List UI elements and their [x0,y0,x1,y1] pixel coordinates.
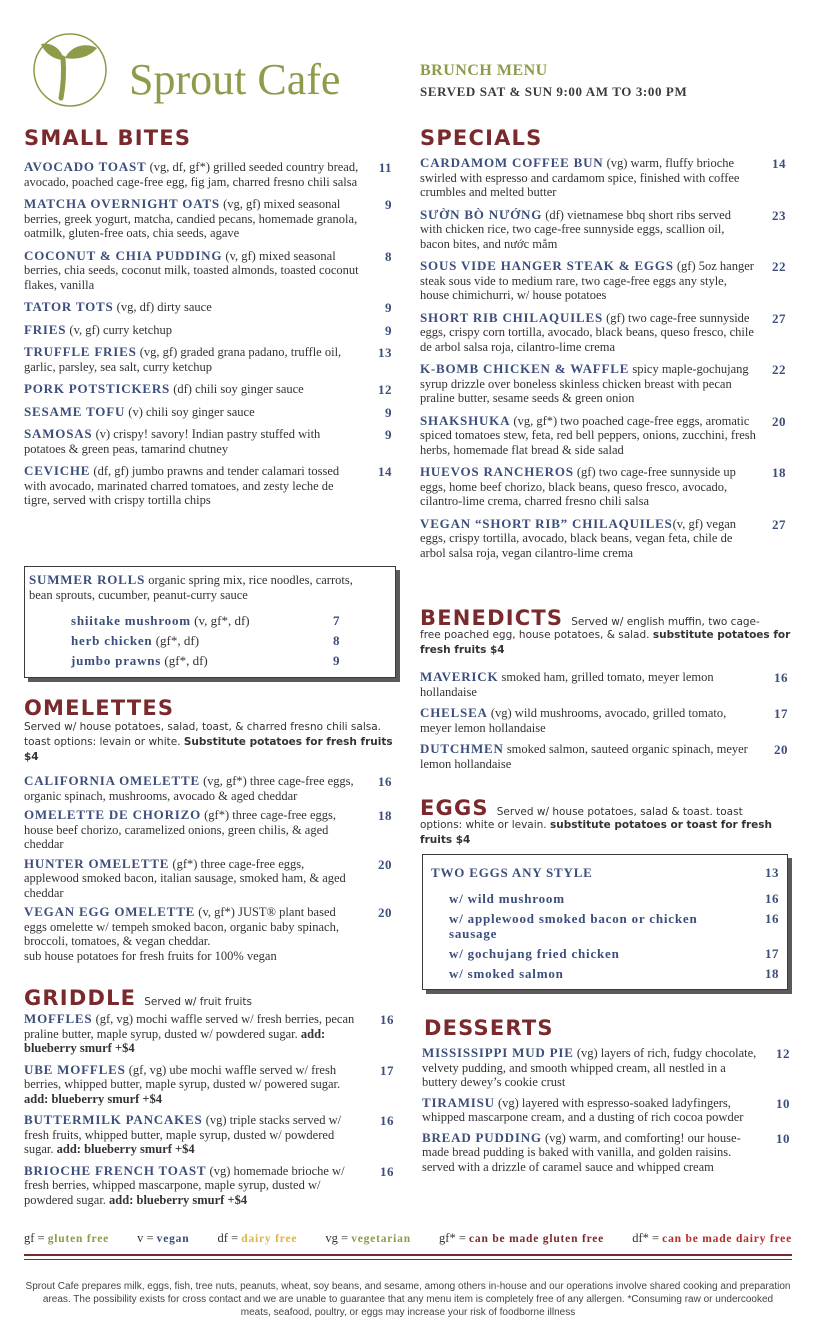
legend-entry [439,1231,604,1246]
small-bites-heading: SMALL BITES [24,126,192,150]
desserts-heading: DESSERTS [424,1016,554,1040]
menu-item-price: 12 [378,382,392,397]
legend-divider-thin [24,1259,792,1260]
menu-item-addon: add: blueberry smurf +$4 [24,1026,326,1055]
menu-item-addon: add: blueberry smurf +$4 [109,1192,248,1207]
menu-item-text [420,414,756,458]
menu-item-price: 22 [772,259,786,274]
legend-entry [325,1231,411,1246]
menu-item-name: MOFFLES [24,1011,93,1026]
eggs-title: EGGS [420,796,489,820]
benedicts-list [420,670,792,778]
legend-label: dairy free [241,1233,298,1245]
griddle-title: GRIDDLE [24,986,137,1010]
menu-item-text [24,323,360,338]
menu-item-name: SHORT RIB CHILAQUILES [420,309,603,325]
menu-item-name: SAMOSAS [24,426,93,441]
menu-item-desc: (gf) two cage-free sunnyside up eggs, home beef chorizo, black beans, queso fresco, avocado, cilantro-lime crema, charred fresno chili salsa [420,465,736,508]
menu-item [24,160,396,189]
menu-item-name: UBE MOFFLES [24,1061,126,1077]
menu-item-desc: (vg) warm, and comforting! our house-made bread pudding is baked with vanilla, and golden raisins. served with a drizzle of caramel sauce and whipped cream [422,1130,741,1174]
menu-item-price: 11 [378,160,392,175]
summer-rolls-name: SUMMER ROLLS [29,572,146,587]
two-eggs-row [431,865,779,881]
eggs-option-name: w/ wild mushroom [449,891,565,906]
legend-key: v = [137,1231,157,1245]
griddle-note: Served w/ fruit fruits [144,996,253,1008]
menu-item-text [24,905,358,963]
menu-item [24,808,396,852]
summer-roll-option-tags: (v, gf*, df) [190,613,250,628]
eggs-option-name: w/ smoked salmon [449,966,564,981]
disclaimer-line-2: areas. The possibility exists for cross contact and we are unable to guarantee that any menu item is completely free of any allergen. *Consuming raw or undercooked [42,1294,774,1305]
menu-item-price: 16 [380,1113,394,1128]
menu-item-name: BREAD PUDDING [422,1129,542,1145]
menu-item-name: CEVICHE [24,463,91,478]
menu-item-text [24,160,360,189]
legend-entry [218,1231,298,1246]
menu-item-desc: (v) chili soy ginger sauce [125,404,255,419]
menu-item [420,208,792,252]
menu-item-text [420,465,756,509]
menu-item-text [24,197,360,241]
eggs-note-bold: substitute potatoes or toast for fresh fruits $4 [420,819,772,846]
menu-item-addon: add: blueberry smurf +$4 [24,1091,163,1106]
desserts-list [422,1046,792,1180]
menu-item-text [420,742,760,771]
eggs-option-name: w/ gochujang fried chicken [449,946,620,961]
griddle-heading [24,986,252,1010]
menu-item-name: MAVERICK [420,669,499,684]
eggs-option [449,891,779,906]
two-eggs-price: 13 [765,865,779,880]
summer-rolls-box [24,566,396,678]
menu-item [420,517,792,561]
menu-item-text [24,1012,364,1056]
benedicts-title: BENEDICTS [420,606,564,630]
menu-item-desc: (vg, gf) mixed seasonal berries, greek yogurt, matcha, candied pecans, homemade granola, oatmilk, gluten-free oats, chia seeds, agave [24,197,358,240]
menu-item-text [24,1164,364,1208]
menu-item-price: 18 [378,808,392,823]
legend-divider [24,1254,792,1256]
menu-item [422,1096,792,1125]
menu-item [420,465,792,509]
menu-item-text [24,405,360,420]
eggs-option [449,911,779,941]
omelettes-list [24,774,396,968]
menu-item-name: OMELETTE DE CHORIZO [24,807,202,822]
menu-item-name: SESAME TOFU [24,403,126,419]
eggs-box [422,854,788,990]
menu-item-name: SOUS VIDE HANGER STEAK & EGGS [420,258,674,273]
menu-item [420,414,792,458]
menu-item-desc: (v, gf) curry ketchup [66,322,173,337]
menu-item-desc: smoked ham, grilled tomato, meyer lemon hollandaise [420,670,714,699]
eggs-option-price: 16 [765,911,779,926]
menu-item-text [24,1063,364,1107]
menu-item-desc: (gf, vg) ube mochi waffle served w/ fresh berries, whipped butter, maple syrup, dusted w/ powered sugar. [24,1062,341,1091]
menu-item-name: HUEVOS RANCHEROS [420,464,574,479]
menu-item-desc: (gf) two cage-free sunnyside eggs, crispy corn tortilla, avocado, black beans, queso fresco, chile de arbol salsa roja, cilantro-lime crema [420,310,754,354]
menu-item-desc: (vg) triple stacks served w/ fresh fruits, whipped butter, maple syrup, dusted w/ powdered sugar. [24,1113,342,1156]
menu-title: BRUNCH MENU [420,62,548,79]
menu-item [422,1046,792,1090]
menu-item-name: CARDAMOM COFFEE BUN [420,155,604,170]
menu-item-text [420,156,756,200]
summer-roll-option [71,633,351,653]
menu-item-name: PORK POTSTICKERS [24,381,171,396]
disclaimer-line-1: Sprout Cafe prepares milk, eggs, fish, tree nuts, peanuts, wheat, soy beans, and sesame, among others in-house and our operations involve shared cooking and preparation [25,1281,791,1292]
menu-item-text [420,517,756,561]
menu-item-text [24,300,360,315]
summer-roll-option-price: 8 [333,633,340,648]
menu-item-price: 23 [772,207,786,223]
menu-item-price: 20 [378,905,392,920]
summer-roll-option-name: herb chicken [71,633,153,648]
menu-item-name: BRIOCHE FRENCH TOAST [24,1162,207,1178]
eggs-options [449,891,779,986]
specials-heading: SPECIALS [420,126,543,150]
menu-item [420,362,792,406]
menu-item-name: K-BOMB CHICKEN & WAFFLE [420,361,630,376]
legend-key: df* = [632,1231,663,1245]
menu-item-price: 17 [774,706,788,721]
menu-item-price: 10 [776,1130,790,1146]
omelettes-note-bold: Substitute potatoes for fresh fruits $4 [24,736,393,763]
menu-item-desc: (gf*) three cage-free eggs, house beef chorizo, caramelized onions, green chilis, & aged cheddar [24,808,337,851]
menu-item-price: 20 [772,413,786,429]
menu-item [24,427,396,456]
allergen-disclaimer [16,1280,800,1319]
benedicts-note: Served w/ english muffin, two cage- [571,616,760,628]
sprout-icon [31,32,109,108]
disclaimer-line-3: meats, seafood, poultry, or eggs may increase your risk of foodborne illness [240,1307,576,1318]
menu-item-price: 16 [378,774,392,789]
menu-item-price: 27 [772,516,786,532]
menu-item [24,1012,396,1056]
menu-item-desc: (vg) homemade brioche w/ fresh berries, whipped mascarpone, maple syrup, dusted w/ powdered sugar. [24,1163,345,1207]
griddle-list [24,1012,396,1214]
menu-item [420,259,792,303]
menu-item-text [24,427,360,456]
menu-item-price: 9 [385,197,392,212]
menu-item-text [420,259,756,303]
eggs-note2: options: white or levain. [420,819,550,831]
menu-item-text [420,362,756,406]
menu-item-name: CALIFORNIA OMELETTE [24,773,200,788]
menu-item [24,323,396,338]
eggs-option [449,946,779,961]
summer-rolls-item [29,573,359,602]
summer-roll-option-name: shiitake mushroom [71,613,191,628]
menu-item [24,382,396,397]
menu-item-text [420,670,760,699]
menu-item-name: COCONUT & CHIA PUDDING [24,247,223,263]
menu-item-text [422,1131,762,1175]
menu-item-price: 20 [774,742,788,757]
specials-list [420,156,792,568]
menu-item-desc: (gf, vg) mochi waffle served w/ fresh berries, pecan praline butter, maple syrup, dusted w/ powdered sugar. [24,1012,355,1041]
summer-roll-option-price: 7 [333,613,340,628]
menu-item-name: VEGAN “SHORT RIB” CHILAQUILES [420,515,673,531]
logo [31,32,361,112]
menu-item [24,857,396,901]
menu-item-price: 10 [776,1095,790,1111]
benedicts-note-bold: substitute potatoes for fresh fruits $4 [420,629,791,656]
menu-item-desc: (vg, df, gf*) grilled seeded country bread, avocado, poached cage-free egg, fig jam, charred fresno chili salsa [24,160,359,189]
menu-hours: SERVED SAT & SUN 9:00 AM TO 3:00 PM [420,84,688,99]
menu-item-desc: (vg, gf) graded grana padano, truffle oil, garlic, parsley, sea salt, curry ketchup [24,345,342,374]
menu-item-desc-extra: sub house potatoes for fresh fruits for 100% vegan [24,948,277,963]
eggs-option-price: 16 [765,891,779,906]
menu-item-desc: (vg) layered with espresso-soaked ladyfingers, whipped mascarpone cream, and a dusting of rich cocoa powder [422,1095,744,1124]
menu-item-name: CHELSEA [420,705,488,720]
menu-item-desc: (v, gf) vegan eggs, crispy tortilla, avocado, black beans, vegan feta, chile de arbol salsa roja, vegan cilantro-lime crema [420,516,736,560]
menu-item-text [420,311,756,355]
menu-item-text [24,1113,364,1157]
menu-item-name: VEGAN EGG OMELETTE [24,904,196,919]
menu-item-price: 12 [776,1046,790,1061]
menu-item [420,742,792,771]
summer-rolls-options [71,613,351,673]
summer-rolls-desc: organic spring mix, rice noodles, carrots, bean sprouts, cucumber, peanut-curry sauce [29,573,353,602]
summer-roll-option [71,613,351,633]
menu-item-text [420,706,760,735]
menu-item [24,405,396,420]
menu-item-desc: (df, gf) jumbo prawns and tender calamari tossed with avocado, marinated charred tomatoes, and zesty leche de tigre, served with crispy tortilla chips [24,464,340,507]
menu-item-desc: (v, gf*) JUST® plant based eggs omelette w/ tempeh smoked bacon, organic baby spinach, broccoli, tomatoes, & vegan cheddar. [24,905,339,948]
menu-item-desc: (df) chili soy ginger sauce [170,382,304,396]
menu-item-price: 16 [774,670,788,685]
menu-item-name: MATCHA OVERNIGHT OATS [24,196,220,211]
menu-item-name: MISSISSIPPI MUD PIE [422,1045,574,1060]
menu-item [420,311,792,355]
summer-roll-option-tags: (gf*, df) [161,653,208,668]
menu-item [24,1164,396,1208]
summer-roll-option-name: jumbo prawns [71,653,162,668]
menu-item-name: HUNTER OMELETTE [24,855,170,871]
menu-item-name: TIRAMISU [422,1094,495,1110]
menu-item-price: 16 [380,1163,394,1179]
eggs-note-block [420,818,796,848]
menu-item-text [24,808,358,852]
menu-item-name: BUTTERMILK PANCAKES [24,1112,203,1127]
menu-item [422,1131,792,1175]
menu-item-price: 16 [380,1012,394,1027]
menu-item-price: 9 [385,300,392,315]
menu-item-price: 27 [772,310,786,326]
menu-item-price: 9 [385,427,392,442]
diet-legend [24,1231,792,1246]
omelettes-note-text: Served w/ house potatoes, salad, toast, & charred fresno chili salsa. toast options: levain or white. [24,721,381,748]
menu-item-desc: (df) vietnamese bbq short ribs served with chicken rice, two cage-free sunnyside eggs, scallion oil, bacon bites, and nước mắm [420,207,731,251]
menu-item-desc: (v) crispy! savory! Indian pastry stuffed with potatoes & green peas, tamarind chutney [24,427,321,456]
menu-item [24,905,396,963]
menu-item-text [24,249,360,293]
menu-item-desc: (vg) layers of rich, fudgy chocolate, velvety pudding, and smooth whipped cream, all nestled in a buttery dewey’s cookie crust [422,1046,757,1089]
menu-item-text [24,464,360,508]
menu-item-addon: add: blueberry smurf +$4 [56,1142,195,1156]
menu-item-text [24,857,358,901]
menu-item-name: SƯỜN BÒ NƯỚNG [420,206,543,222]
menu-item [24,1063,396,1107]
legend-label: can be made dairy free [662,1233,792,1245]
menu-item-name: SHAKSHUKA [420,412,511,428]
legend-entry [24,1231,109,1246]
menu-item-desc: (vg, gf*) three cage-free eggs, organic spinach, mushrooms, avocado & aged cheddar [24,774,354,803]
menu-item-price: 8 [385,248,392,264]
eggs-option-price: 17 [765,946,779,961]
menu-item [24,774,396,803]
brand-name: Sprout Cafe [129,55,341,104]
menu-item [24,464,396,508]
menu-item [24,197,396,241]
benedicts-note-block [420,628,796,658]
benedicts-heading [420,606,760,630]
menu-item-name: TATOR TOTS [24,299,114,314]
legend-key: gf* = [439,1231,469,1245]
menu-item-desc: (vg, gf*) two poached cage-free eggs, aromatic spiced tomatoes stew, feta, red bell peppers, onions, zucchini, fresh herbs, homemade flat bread & side salad [420,413,756,457]
omelettes-note [24,720,396,765]
menu-item-desc: (vg) wild mushrooms, avocado, grilled tomato, meyer lemon hollandaise [420,706,727,735]
menu-item-price: 20 [378,856,392,872]
legend-entry [632,1231,792,1246]
legend-label: gluten free [47,1233,109,1245]
benedicts-note2: free poached egg, house potatoes, & salad. [420,629,653,641]
legend-label: vegan [156,1233,190,1245]
menu-item-desc: (vg) warm, fluffy brioche swirled with espresso and cardamom spice, finished with coffee crumbles and melted butter [420,156,740,199]
menu-item-name: DUTCHMEN [420,741,504,756]
menu-item [24,300,396,315]
legend-key: df = [217,1231,242,1245]
summer-roll-option [71,653,351,673]
menu-item-price: 9 [385,404,392,420]
menu-item-price: 17 [380,1062,394,1078]
menu-item [24,249,396,293]
small-bites-list [24,160,396,516]
legend-key: vg = [325,1231,352,1245]
menu-item-desc: smoked salmon, sauteed organic spinach, meyer lemon hollandaise [420,742,748,771]
menu-item-price: 22 [772,362,786,377]
menu-item-desc: (vg, df) dirty sauce [113,300,212,314]
eggs-option-price: 18 [765,966,779,981]
menu-item-name: AVOCADO TOAST [24,159,147,174]
menu-item-price: 13 [378,345,392,360]
menu-item-text [24,345,360,374]
legend-key: gf = [24,1231,48,1245]
menu-item-desc: (v, gf) mixed seasonal berries, chia seeds, coconut milk, toasted almonds, toasted coconut flakes, vanilla [24,248,359,292]
menu-item-text [422,1046,762,1090]
menu-item-text [24,774,358,803]
eggs-option [449,966,779,981]
menu-item [24,345,396,374]
menu-item-price: 14 [378,464,392,479]
menu-item-price: 18 [772,465,786,480]
menu-item [420,156,792,200]
menu-item-text [420,208,756,252]
two-eggs-name: TWO EGGS ANY STYLE [431,865,593,880]
menu-item-desc: (gf*) three cage-free eggs, applewood smoked bacon, italian sausage, smoked ham, & aged cheddar [24,856,346,900]
menu-item-desc: (gf) 5oz hanger steak sous vide to medium rare, two cage-free eggs any style, house chimichurri, w/ house potatoes [420,259,754,302]
menu-item-name: TRUFFLE FRIES [24,344,137,359]
eggs-option-name: w/ applewood smoked bacon or chicken sausage [449,911,698,941]
legend-entry [137,1231,189,1246]
menu-item [420,706,792,735]
summer-roll-option-tags: (gf*, df) [152,633,200,648]
menu-item-text [24,382,360,397]
menu-item-name: FRIES [24,321,67,337]
legend-label: can be made gluten free [469,1233,605,1245]
menu-item [420,670,792,699]
omelettes-heading: OMELETTES [24,696,175,720]
legend-label: vegetarian [351,1233,411,1245]
menu-item-price: 14 [772,156,786,171]
menu-item [24,1113,396,1157]
menu-item-text [422,1096,762,1125]
menu-item-price: 9 [385,322,392,338]
eggs-heading [420,796,743,820]
menu-item-desc: spicy maple-gochujang syrup drizzle over boneless skinless chicken breast with pecan praline butter, sesame seeds & green onion [420,362,749,405]
summer-roll-option-price: 9 [333,653,340,668]
eggs-note: Served w/ house potatoes, salad & toast. toast [496,806,743,818]
